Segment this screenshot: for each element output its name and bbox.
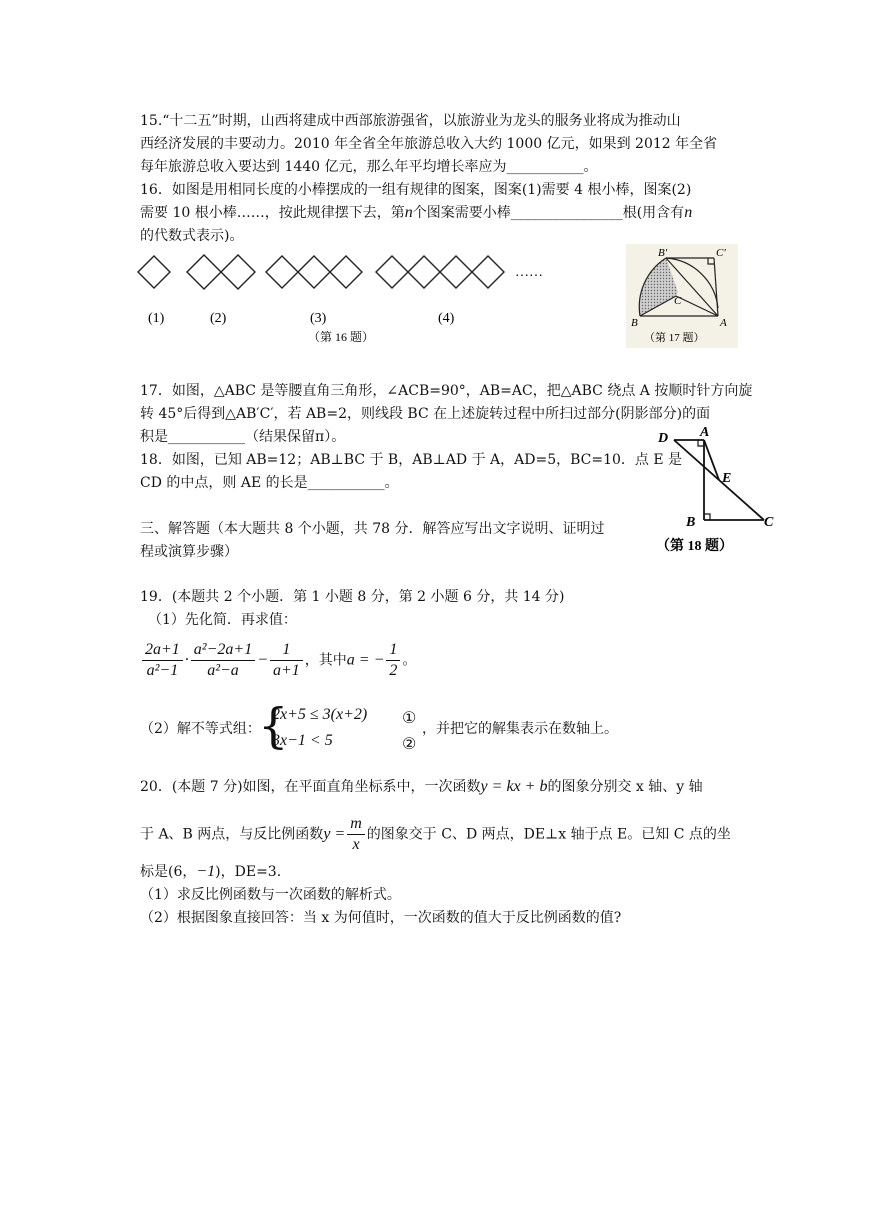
fig17-label-bprime: B′ [658, 247, 668, 259]
q17-line2: 转 45°后得到△AB′C′，若 AB=2，则线段 BC 在上述旋转过程中所扫过部分(阴影部分)的面 [140, 406, 711, 422]
figure16-label-1: (1) [148, 311, 165, 326]
fig18-caption: （第 18 题） [656, 539, 733, 554]
fig18-label-a: A [700, 425, 710, 440]
q20-line3: 标是(6，−1)，DE=3. [140, 863, 282, 880]
q19-fraction-4: $\frac{1}{2}$ [386, 640, 400, 681]
section3-line1: 三、解答题（本大题共 8 个小题，共 78 分．解答应写出文字说明、证明过 [140, 521, 605, 537]
q19-ineq2: 3x−1 < 5 [272, 732, 333, 749]
figure-18 [652, 424, 780, 558]
q18-line2: CD 的中点，则 AE 的长是___________。 [140, 475, 399, 491]
figure16-caption: （第 16 题） [308, 330, 375, 344]
figure16-pattern-3 [266, 256, 362, 288]
q18-line1: 18．如图，已知 AB=12；AB⊥BC 于 B，AB⊥AD 于 A，AD=5，BC=10．点 E 是 [140, 452, 683, 468]
q20-line2: 于 A、B 两点，与反比例函数y = $\frac{m}{x}$ 的图象交于 C、D 两点，DE⊥x 轴于点 E。已知 C 点的坐 [140, 815, 731, 853]
q19-fraction-1: $\frac{2a+1}{\text{a²−1}}$ [142, 640, 183, 681]
q19-title: 19．(本题共 2 个小题．第 1 小题 8 分，第 2 小题 6 分，共 14 分) [140, 589, 565, 605]
q19-part2-label: （2）解不等式组： [140, 721, 261, 737]
figure16-pattern-4 [376, 256, 504, 288]
figure16-label-2: (2) [210, 311, 227, 326]
q15-line1: 15.“十二五”时期，山西将建成中西部旅游强省，以旅游业为龙头的服务业将成为推动山 [140, 113, 681, 129]
fig17-caption: （第 17 题） [644, 332, 705, 344]
section3-line2: 程或演算步骤） [140, 544, 238, 560]
figure16-label-3: (3) [310, 311, 327, 326]
q20-line1: 20．(本题 7 分)如图，在平面直角坐标系中，一次函数y = kx + b的图象分别交 x 轴、y 轴 [140, 778, 703, 795]
q19-fraction-2: $\frac{\text{a²−2a+1}}{\text{a²−a}}$ [191, 640, 255, 681]
q15-line2: 西经济发展的丰要动力。2010 年全省全年旅游总收入大约 1000 亿元，如果到 2012 年全省 [140, 136, 718, 152]
figure-16 [130, 252, 580, 352]
q15-line3: 每年旅游总收入要达到 1440 亿元，那么年平均增长率应为___________。 [140, 159, 598, 175]
q19-brace: { [258, 698, 289, 754]
figure-17 [626, 244, 738, 348]
q19-expression: $\frac{2a+1}{\text{a²−1}}$ · $\frac{\text{a²−2a+1}}{\text{a²−a}}$ − $\frac{1}{a+1}$ ，其中a = − $\frac{1}{2}$ 。 [140, 640, 416, 681]
q19-fraction-3: $\frac{1}{a+1}$ [270, 640, 303, 681]
q17-line1: 17．如图，△ABC 是等腰直角三角形，∠ACB=90°，AB=AC，把△ABC 绕点 A 按顺时针方向旋 [140, 383, 753, 399]
fig17-label-cprime: C′ [716, 247, 726, 259]
q20-part2: （2）根据图象直接回答：当 x 为何值时，一次函数的值大于反比例函数的值? [140, 910, 622, 926]
q17-line3: 积是___________（结果保留π）。 [140, 429, 346, 445]
fig18-label-b: B [686, 515, 696, 530]
fig18-label-e: E [722, 471, 732, 486]
q20-part1: （1）求反比例函数与一次函数的解析式。 [140, 887, 401, 903]
q19-mark2: ② [402, 734, 417, 753]
q19-ineq1: 2x+5 ≤ 3(x+2) [272, 706, 368, 723]
q16-line2: 需要 10 根小棒……，按此规律摆下去，第n个图案需要小棒________________根(用含有n [140, 204, 693, 221]
q16-line3: 的代数式表示)。 [140, 228, 244, 244]
fig18-label-d: D [658, 431, 669, 446]
q16-line1: 16．如图是用相同长度的小棒摆成的一组有规律的图案，图案(1)需要 4 根小棒，图案(2) [140, 182, 692, 198]
figure16-pattern-2 [187, 255, 255, 289]
figure16-dots: …… [515, 265, 543, 280]
fig18-label-c: C [764, 515, 774, 530]
fig17-label-b: B [631, 317, 638, 329]
q20-fraction: $\frac{m}{x}$ [347, 814, 365, 855]
q19-part1: （1）先化简．再求值： [148, 612, 297, 628]
figure16-label-4: (4) [438, 311, 455, 326]
fig17-label-a: A [720, 317, 727, 329]
q19-mark1: ① [402, 708, 417, 727]
figure16-pattern-1 [138, 256, 170, 288]
q19-part2-tail: ，并把它的解集表示在数轴上。 [422, 721, 618, 737]
fig17-label-c: C [674, 295, 682, 307]
